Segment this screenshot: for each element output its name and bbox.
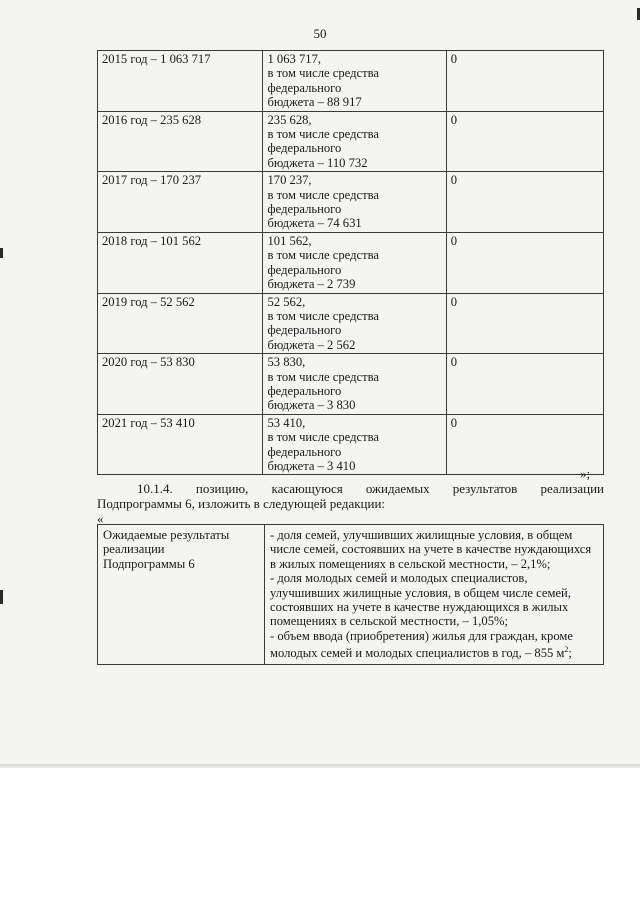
budget-breakdown-cell bbox=[263, 293, 446, 354]
year-total-text: 2021 год – 53 410 bbox=[102, 415, 195, 430]
results-items-cell bbox=[265, 525, 604, 665]
year-total-cell bbox=[98, 293, 263, 354]
budget-breakdown-line: бюджета – 2 562 bbox=[267, 337, 356, 352]
budget-breakdown-line: бюджета – 2 739 bbox=[267, 277, 356, 292]
financing-row bbox=[98, 293, 604, 354]
budget-breakdown-line: 235 628, bbox=[267, 112, 312, 127]
year-total-cell bbox=[98, 414, 263, 475]
page-number: 50 bbox=[313, 26, 327, 41]
amendment-paragraph bbox=[97, 481, 604, 511]
other-source-value: 0 bbox=[450, 355, 458, 370]
other-source-cell bbox=[446, 51, 603, 112]
year-total-text: 2017 год – 170 237 bbox=[102, 173, 202, 188]
other-source-value: 0 bbox=[450, 415, 458, 430]
year-total-text: 2020 год – 53 830 bbox=[102, 355, 195, 370]
result-item bbox=[270, 629, 599, 661]
other-source-cell bbox=[446, 232, 603, 293]
scan-edge-mark bbox=[0, 248, 3, 258]
result-item-tail: ; bbox=[568, 646, 572, 661]
year-total-cell bbox=[98, 354, 263, 415]
other-source-value: 0 bbox=[450, 294, 458, 309]
results-label-line: Подпрограммы 6 bbox=[103, 556, 195, 571]
budget-breakdown-cell bbox=[263, 354, 446, 415]
other-source-value: 0 bbox=[450, 112, 458, 127]
results-label-line: Ожидаемые результаты bbox=[103, 528, 230, 542]
financing-row bbox=[98, 111, 604, 172]
results-label-line: реализации bbox=[103, 542, 165, 557]
budget-breakdown-line: в том числе средства bbox=[267, 369, 379, 384]
budget-breakdown-line: в том числе средства bbox=[267, 66, 379, 81]
budget-breakdown-line: 170 237, bbox=[267, 173, 312, 188]
other-source-cell bbox=[446, 111, 603, 172]
unit-superscript: 2 bbox=[564, 645, 569, 655]
budget-breakdown-line: 52 562, bbox=[267, 294, 306, 309]
paragraph-line: Подпрограммы 6, изложить в следующей редакции: bbox=[97, 496, 386, 511]
year-total-text: 2015 год – 1 063 717 bbox=[102, 52, 211, 66]
financing-row bbox=[98, 354, 604, 415]
budget-breakdown-line: федерального bbox=[267, 383, 342, 398]
budget-breakdown-line: 53 830, bbox=[267, 355, 306, 370]
other-source-value: 0 bbox=[450, 233, 458, 248]
budget-breakdown-line: 101 562, bbox=[267, 233, 312, 248]
results-label-cell bbox=[98, 525, 265, 665]
year-total-text: 2018 год – 101 562 bbox=[102, 233, 202, 248]
budget-breakdown-line: федерального bbox=[267, 323, 342, 338]
financing-row bbox=[98, 51, 604, 112]
budget-breakdown-line: бюджета – 110 732 bbox=[267, 155, 368, 170]
budget-breakdown-line: 1 063 717, bbox=[267, 52, 322, 66]
other-source-cell bbox=[446, 293, 603, 354]
closing-quote: »; bbox=[580, 466, 591, 481]
budget-breakdown-line: федерального bbox=[267, 262, 342, 277]
opening-quote: « bbox=[97, 511, 104, 526]
budget-breakdown-cell bbox=[263, 172, 446, 233]
year-total-cell bbox=[98, 172, 263, 233]
budget-breakdown-cell bbox=[263, 51, 446, 112]
budget-breakdown-line: 53 410, bbox=[267, 415, 306, 430]
budget-breakdown-line: в том числе средства bbox=[267, 248, 379, 263]
page-bottom-edge bbox=[0, 764, 640, 768]
budget-breakdown-line: бюджета – 3 410 bbox=[267, 458, 356, 473]
budget-breakdown-line: в том числе средства bbox=[267, 127, 379, 142]
other-source-cell bbox=[446, 354, 603, 415]
budget-breakdown-line: в том числе средства bbox=[267, 430, 379, 445]
result-item: - доля семей, улучшивших жилищные условия, в общем числе семей, состоявших на учете в качестве нуждающихся в жилых помещениях в сельской местности, – 2,1%; bbox=[270, 528, 592, 571]
result-item: - доля молодых семей и молодых специалистов, улучшивших жилищные условия, в общем числе семей, состоявших на учете в качестве нуждающихся в жилых помещениях в сельской местности, – 1,05%; bbox=[270, 571, 571, 629]
other-source-cell bbox=[446, 172, 603, 233]
budget-breakdown-line: федерального bbox=[267, 444, 342, 459]
financing-row bbox=[98, 172, 604, 233]
paragraph-line: 10.1.4. позицию, касающуюся ожидаемых результатов реализации bbox=[137, 481, 604, 496]
budget-breakdown-line: в том числе средства bbox=[267, 187, 379, 202]
budget-breakdown-line: федерального bbox=[267, 202, 342, 217]
year-total-cell bbox=[98, 51, 263, 112]
result-item-text: - объем ввода (приобретения) жилья для граждан, кроме молодых семей и молодых специалистов в год, – 855 м bbox=[270, 628, 573, 661]
financing-row bbox=[98, 414, 604, 475]
budget-breakdown-line: в том числе средства bbox=[267, 308, 379, 323]
expected-results-table bbox=[97, 524, 604, 665]
financing-row bbox=[98, 232, 604, 293]
budget-breakdown-line: бюджета – 74 631 bbox=[267, 216, 362, 231]
year-total-text: 2019 год – 52 562 bbox=[102, 294, 195, 309]
budget-breakdown-cell bbox=[263, 232, 446, 293]
budget-breakdown-line: бюджета – 3 830 bbox=[267, 398, 356, 413]
year-total-cell bbox=[98, 111, 263, 172]
budget-breakdown-cell bbox=[263, 414, 446, 475]
budget-breakdown-line: бюджета – 88 917 bbox=[267, 95, 362, 110]
financing-table bbox=[97, 50, 604, 475]
other-source-value: 0 bbox=[450, 52, 458, 66]
budget-breakdown-line: федерального bbox=[267, 141, 342, 156]
year-total-text: 2016 год – 235 628 bbox=[102, 112, 202, 127]
other-source-value: 0 bbox=[450, 173, 458, 188]
year-total-cell bbox=[98, 232, 263, 293]
budget-breakdown-cell bbox=[263, 111, 446, 172]
scan-edge-mark bbox=[0, 590, 3, 604]
budget-breakdown-line: федерального bbox=[267, 80, 342, 95]
